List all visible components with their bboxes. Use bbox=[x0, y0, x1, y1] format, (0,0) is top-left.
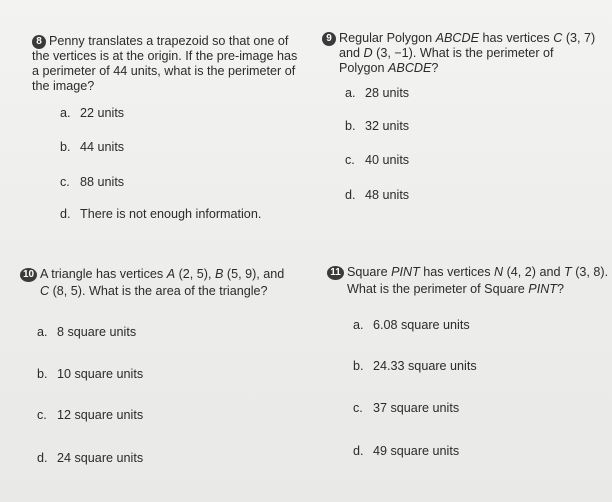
option-text: 10 square units bbox=[57, 367, 144, 381]
question-10 bbox=[20, 267, 320, 299]
coordinate: (3, 7) bbox=[562, 31, 596, 45]
question-11 bbox=[327, 265, 612, 297]
option-letter: c. bbox=[353, 401, 363, 415]
coordinate: (5, 9), and bbox=[223, 267, 285, 281]
question-number-badge: 10 bbox=[20, 268, 37, 282]
question-number-badge: 11 bbox=[327, 266, 344, 280]
question-11-line-1 bbox=[327, 265, 612, 280]
coordinate: (3, 8). bbox=[571, 265, 609, 279]
q10-option-c[interactable] bbox=[37, 408, 143, 423]
option-letter: c. bbox=[37, 408, 47, 422]
text-run: What is the perimeter of Square bbox=[347, 282, 529, 296]
vertex-label: C bbox=[40, 284, 50, 298]
polygon-name: ABCDE bbox=[388, 61, 432, 75]
question-number-badge: 8 bbox=[32, 35, 46, 49]
question-11-line-2 bbox=[327, 282, 612, 297]
option-text: 44 units bbox=[80, 140, 125, 154]
question-9-line-1 bbox=[322, 31, 612, 46]
text-run: has vertices bbox=[479, 31, 554, 45]
option-text: 12 square units bbox=[57, 408, 144, 422]
option-letter: a. bbox=[353, 318, 364, 332]
option-text: 88 units bbox=[80, 175, 125, 189]
text-run: (8, 5). What is the area of the triangle? bbox=[49, 284, 268, 298]
option-letter: d. bbox=[37, 451, 48, 465]
text-run: and bbox=[339, 46, 364, 60]
option-letter: d. bbox=[353, 444, 364, 458]
q8-option-a[interactable] bbox=[60, 106, 124, 121]
option-letter: b. bbox=[37, 367, 48, 381]
option-text: 24 square units bbox=[57, 451, 144, 465]
text-run: has vertices bbox=[419, 265, 494, 279]
question-9-line-2 bbox=[322, 46, 612, 61]
text-run: A triangle has vertices bbox=[40, 267, 167, 281]
question-8 bbox=[32, 34, 302, 94]
polygon-name: PINT bbox=[391, 265, 420, 279]
option-letter: c. bbox=[345, 153, 355, 167]
vertex-label: C bbox=[553, 31, 563, 45]
option-text: 8 square units bbox=[57, 325, 137, 339]
q11-option-b[interactable] bbox=[353, 359, 477, 374]
question-number-badge: 9 bbox=[322, 32, 336, 46]
option-text: 32 units bbox=[365, 119, 410, 133]
option-text: 49 square units bbox=[373, 444, 460, 458]
q9-option-c[interactable] bbox=[345, 153, 409, 168]
q10-option-a[interactable] bbox=[37, 325, 136, 340]
q9-option-d[interactable] bbox=[345, 188, 409, 203]
vertex-label: T bbox=[564, 265, 572, 279]
vertex-label: B bbox=[215, 267, 224, 281]
question-9 bbox=[322, 31, 612, 76]
coordinate: (2, 5), bbox=[175, 267, 215, 281]
option-text: 48 units bbox=[365, 188, 410, 202]
q8-option-d[interactable] bbox=[60, 207, 261, 222]
option-letter: b. bbox=[345, 119, 356, 133]
option-letter: a. bbox=[345, 86, 356, 100]
question-8-text: Penny translates a trapezoid so that one of the vertices is at the origin. If the pre-image has a perimeter of 44 units, what is the perimeter of the image? bbox=[32, 34, 298, 93]
text-run: ? bbox=[556, 282, 564, 296]
q11-option-d[interactable] bbox=[353, 444, 459, 459]
q8-option-b[interactable] bbox=[60, 140, 124, 155]
option-text: 24.33 square units bbox=[373, 359, 477, 373]
q11-option-c[interactable] bbox=[353, 401, 459, 416]
text-run: Regular Polygon bbox=[339, 31, 436, 45]
q11-option-a[interactable] bbox=[353, 318, 470, 333]
option-text: There is not enough information. bbox=[80, 207, 262, 221]
option-letter: a. bbox=[37, 325, 48, 339]
polygon-name: PINT bbox=[528, 282, 557, 296]
question-9-line-3 bbox=[322, 61, 612, 76]
question-10-line-1 bbox=[20, 267, 320, 282]
option-text: 22 units bbox=[80, 106, 125, 120]
option-text: 6.08 square units bbox=[373, 318, 470, 332]
option-letter: a. bbox=[60, 106, 71, 120]
option-letter: d. bbox=[60, 207, 71, 221]
vertex-label: A bbox=[166, 267, 176, 281]
text-run: (3, −1). What is the perimeter of bbox=[372, 46, 554, 60]
q9-option-b[interactable] bbox=[345, 119, 409, 134]
text-run: ? bbox=[431, 61, 439, 75]
coordinate: (4, 2) and bbox=[503, 265, 565, 279]
q8-option-c[interactable] bbox=[60, 175, 124, 190]
polygon-name: ABCDE bbox=[435, 31, 480, 45]
q10-option-d[interactable] bbox=[37, 451, 143, 466]
option-text: 37 square units bbox=[373, 401, 460, 415]
option-text: 40 units bbox=[365, 153, 410, 167]
text-run: Square bbox=[347, 265, 392, 279]
option-letter: b. bbox=[353, 359, 364, 373]
q9-option-a[interactable] bbox=[345, 86, 409, 101]
q10-option-b[interactable] bbox=[37, 367, 143, 382]
vertex-label: D bbox=[363, 46, 373, 60]
option-letter: d. bbox=[345, 188, 356, 202]
option-text: 28 units bbox=[365, 86, 410, 100]
text-run: Polygon bbox=[339, 61, 389, 75]
option-letter: b. bbox=[60, 140, 71, 154]
vertex-label: N bbox=[494, 265, 504, 279]
question-10-line-2 bbox=[20, 284, 320, 299]
option-letter: c. bbox=[60, 175, 70, 189]
